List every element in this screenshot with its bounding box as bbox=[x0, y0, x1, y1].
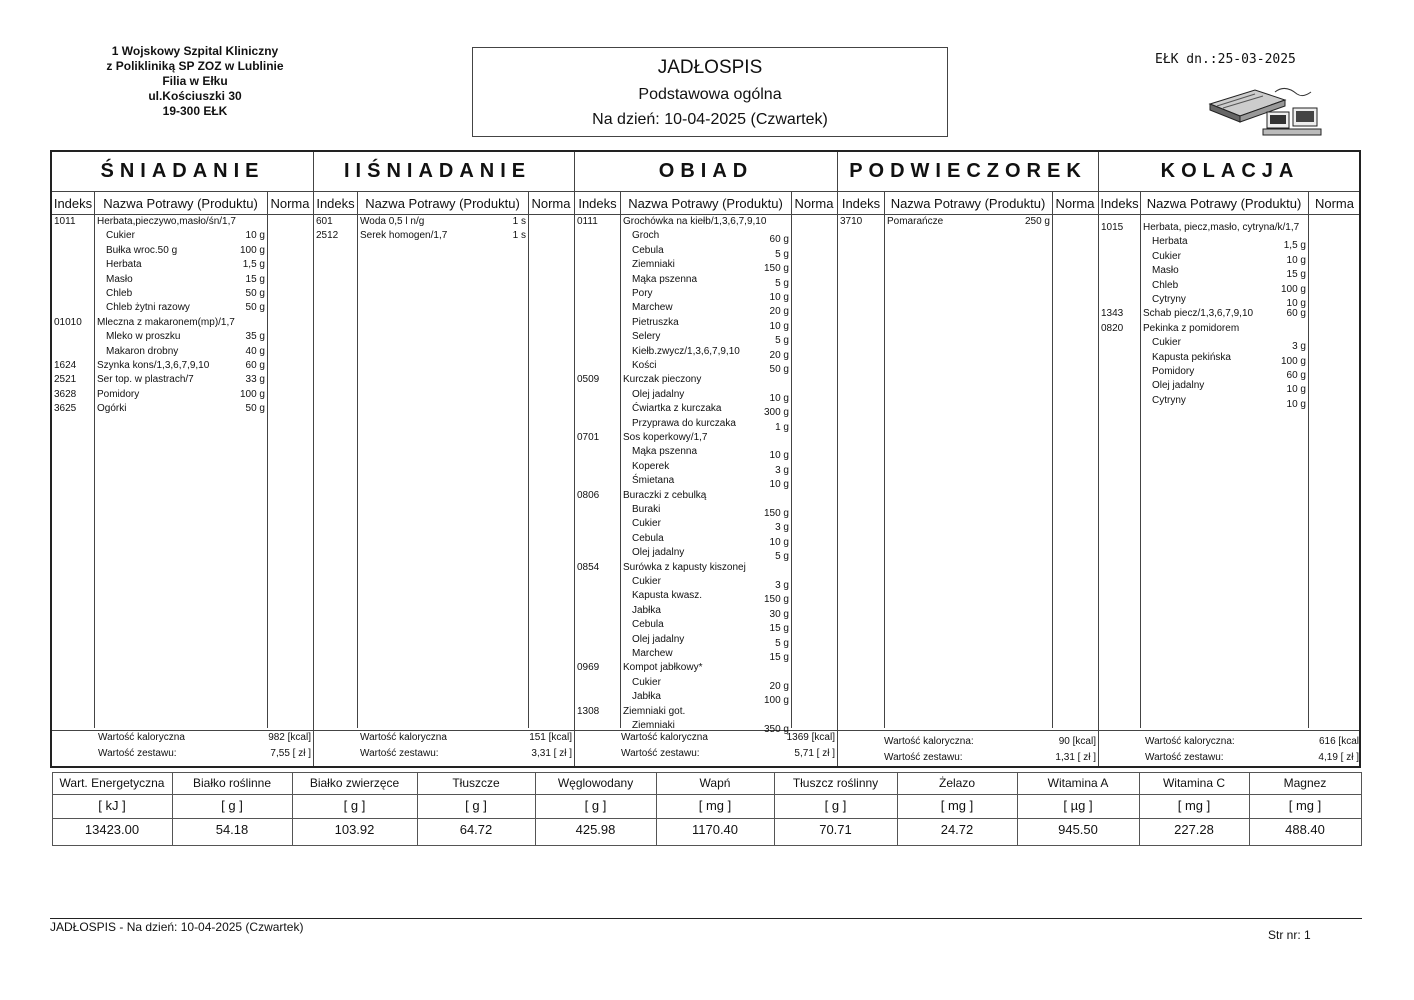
nutrient-name: Żelazo bbox=[938, 776, 976, 790]
dish-index: 0509 bbox=[577, 374, 600, 386]
dish-name: Surówka z kapusty kiszonej bbox=[623, 561, 746, 573]
cost-value: 4,19 [ zł ] bbox=[1318, 752, 1359, 763]
norm-value: 50 g bbox=[769, 364, 789, 375]
ingredient-name: Pomidory bbox=[1152, 366, 1195, 377]
norm-value: 5 g bbox=[775, 335, 789, 347]
norm-value: 10 g bbox=[769, 392, 789, 404]
kcal-label: Wartość kaloryczna bbox=[98, 732, 185, 743]
ingredient-name: Cytryny bbox=[1152, 294, 1186, 305]
nutrient-unit: [ g ] bbox=[343, 798, 366, 813]
norm-value: 10 g bbox=[769, 450, 789, 462]
norm-value: 15 g bbox=[769, 652, 789, 663]
ingredient-name: Cukier bbox=[632, 676, 661, 688]
col-header-index: Indeks bbox=[1100, 195, 1139, 211]
ingredient-name: Olej jadalny bbox=[632, 388, 685, 400]
norm-value: 100 g bbox=[1280, 283, 1306, 295]
ingredient-name: Herbata bbox=[1152, 236, 1188, 248]
norm-value: 250 g bbox=[1024, 216, 1050, 227]
norm-value: 15 g bbox=[1286, 269, 1306, 281]
footer-text: JADŁOSPIS - Na dzień: 10-04-2025 (Czwartek) bbox=[50, 920, 304, 934]
norm-value: 20 g bbox=[769, 349, 789, 361]
cost-value: 1,31 [ zł ] bbox=[1055, 752, 1096, 763]
hospital-line: Filia w Ełku bbox=[162, 74, 228, 88]
nutrient-unit: [ kJ ] bbox=[98, 798, 126, 813]
meal-title-podwieczorek: PODWIECZOREK bbox=[849, 159, 1087, 182]
norm-value: 10 g bbox=[1286, 254, 1306, 266]
norm-value: 1 s bbox=[512, 230, 526, 242]
page-title: JADŁOSPIS bbox=[657, 57, 763, 78]
ingredient-name: Herbata bbox=[106, 259, 142, 271]
dish-name: Ziemniaki got. bbox=[623, 705, 686, 717]
nutrient-column bbox=[897, 772, 1017, 846]
hospital-line: ul.Kościuszki 30 bbox=[148, 89, 242, 103]
nutrient-column bbox=[52, 772, 172, 846]
ingredient-name: Cukier bbox=[106, 230, 135, 242]
dish-index: 0701 bbox=[577, 432, 600, 443]
dish-index: 2512 bbox=[316, 230, 339, 242]
dish-index: 0806 bbox=[577, 489, 600, 501]
dish-index: 3625 bbox=[54, 403, 77, 415]
nutrient-column bbox=[417, 772, 535, 846]
ingredient-name: Cukier bbox=[632, 518, 661, 530]
norm-value: 10 g bbox=[769, 536, 789, 548]
meal-title-obiad: OBIAD bbox=[658, 159, 754, 182]
dish-index: 3710 bbox=[840, 216, 863, 227]
col-header-norm: Norma bbox=[794, 195, 834, 211]
ingredient-name: Cebula bbox=[632, 244, 664, 256]
nutrient-name: Wapń bbox=[699, 776, 731, 790]
cost-label: Wartość zestawu: bbox=[621, 748, 700, 759]
dish-index: 1343 bbox=[1101, 308, 1124, 320]
meal-title-kolacja: KOLACJA bbox=[1160, 159, 1300, 182]
place-date: EŁK dn.:25-03-2025 bbox=[1155, 52, 1296, 67]
cost-value: 5,71 [ zł ] bbox=[794, 748, 835, 759]
dish-name: Pekinka z pomidorem bbox=[1143, 322, 1240, 334]
dish-index: 0111 bbox=[577, 216, 598, 227]
dish-name: Pomidory bbox=[97, 388, 140, 400]
norm-value: 150 g bbox=[763, 594, 789, 606]
ingredient-name: Mąka pszenna bbox=[632, 446, 698, 458]
norm-value: 50 g bbox=[245, 302, 265, 314]
norm-value: 50 g bbox=[245, 403, 265, 415]
nutrient-value: 54.18 bbox=[215, 822, 249, 837]
nutrient-value: 24.72 bbox=[940, 822, 974, 837]
col-header-index: Indeks bbox=[841, 195, 881, 211]
dish-name: Sos koperkowy/1,7 bbox=[623, 432, 708, 443]
norm-value: 15 g bbox=[245, 273, 265, 285]
ingredient-name: Jabłka bbox=[632, 604, 661, 616]
hospital-line: z Polikliniką SP ZOZ w Lublinie bbox=[106, 59, 284, 73]
meal-table bbox=[50, 150, 1361, 768]
dish-name: Szynka kons/1,3,6,7,9,10 bbox=[97, 360, 210, 371]
norm-value: 100 g bbox=[239, 244, 265, 256]
page-number: Str nr: 1 bbox=[1268, 928, 1311, 942]
cost-value: 7,55 [ zł ] bbox=[270, 748, 311, 759]
ingredient-name: Cukier bbox=[1152, 250, 1181, 262]
norm-value: 350 g bbox=[763, 724, 789, 735]
kcal-value: 90 [kcal] bbox=[1058, 736, 1096, 747]
ingredient-name: Bułka wroc.50 g bbox=[106, 244, 178, 256]
norm-value: 5 g bbox=[775, 637, 789, 649]
ingredient-name: Cytryny bbox=[1152, 394, 1186, 406]
dish-name: Schab piecz/1,3,6,7,9,10 bbox=[1143, 308, 1254, 320]
norm-value: 50 g bbox=[245, 288, 265, 299]
nutrient-column bbox=[172, 772, 292, 846]
nutrient-value: 488.40 bbox=[1285, 822, 1325, 837]
cost-label: Wartość zestawu: bbox=[98, 748, 177, 759]
dish-name: Serek homogen/1,7 bbox=[360, 230, 448, 242]
nutrient-column bbox=[1139, 772, 1249, 846]
nutrient-column bbox=[1017, 772, 1139, 846]
nutrient-unit: [ mg ] bbox=[940, 798, 974, 813]
norm-value: 3 g bbox=[1292, 341, 1306, 353]
norm-value: 20 g bbox=[769, 306, 789, 318]
kcal-label: Wartość kaloryczna: bbox=[884, 736, 974, 747]
dish-index: 01010 bbox=[54, 316, 82, 328]
norm-value: 60 g bbox=[1286, 308, 1306, 320]
nutrient-unit: [ mg ] bbox=[1288, 798, 1322, 813]
norm-value: 100 g bbox=[1280, 355, 1306, 367]
hospital-address bbox=[60, 44, 330, 119]
nutrient-value: 227.28 bbox=[1174, 822, 1214, 837]
menu-date: Na dzień: 10-04-2025 (Czwartek) bbox=[592, 111, 828, 128]
ingredient-name: Makaron drobny bbox=[106, 345, 179, 357]
norm-value: 150 g bbox=[763, 508, 789, 519]
nutrient-name: Wart. Energetyczna bbox=[59, 776, 165, 790]
dish-index: 1015 bbox=[1101, 222, 1124, 233]
ingredient-name: Masło bbox=[106, 273, 133, 285]
ingredient-name: Koperek bbox=[632, 460, 670, 472]
dish-name: Grochówka na kiełb/1,3,6,7,9,10 bbox=[623, 216, 767, 227]
col-header-norm: Norma bbox=[1055, 195, 1095, 211]
col-header-name: Nazwa Potrawy (Produktu) bbox=[365, 195, 520, 211]
nutrition-table bbox=[52, 772, 1361, 846]
dish-name: Herbata, piecz,masło, cytryna/k/1,7 bbox=[1143, 222, 1300, 233]
norm-value: 10 g bbox=[1286, 384, 1306, 396]
kcal-label: Wartość kaloryczna bbox=[621, 732, 708, 743]
norm-value: 30 g bbox=[769, 608, 789, 620]
nutrient-value: 1170.40 bbox=[691, 822, 739, 837]
nutrient-name: Białko roślinne bbox=[192, 776, 272, 790]
norm-value: 33 g bbox=[245, 374, 265, 386]
norm-value: 10 g bbox=[769, 292, 789, 303]
dish-name: Pomarańcze bbox=[887, 216, 944, 227]
ingredient-name: Buraki bbox=[632, 504, 661, 515]
norm-value: 1 s bbox=[512, 216, 526, 227]
kcal-label: Wartość kaloryczna bbox=[360, 732, 447, 743]
ingredient-name: Ziemniaki bbox=[632, 720, 675, 731]
dish-name: Kurczak pieczony bbox=[623, 374, 702, 386]
nutrient-column bbox=[656, 772, 774, 846]
norm-value: 10 g bbox=[1286, 298, 1306, 309]
norm-value: 5 g bbox=[775, 277, 789, 289]
nutrient-unit: [ mg ] bbox=[698, 798, 732, 813]
nutrient-value: 103.92 bbox=[334, 822, 375, 837]
ingredient-name: Selery bbox=[632, 331, 661, 343]
nutrient-name: Białko zwierzęce bbox=[309, 776, 400, 790]
norm-value: 60 g bbox=[1286, 370, 1306, 381]
ingredient-name: Marchew bbox=[632, 648, 673, 659]
norm-value: 1,5 g bbox=[1283, 240, 1306, 252]
norm-value: 3 g bbox=[775, 522, 789, 534]
ingredient-name: Chleb bbox=[106, 288, 133, 299]
norm-value: 150 g bbox=[763, 263, 789, 275]
hospital-line: 19-300 EŁK bbox=[162, 104, 228, 118]
col-header-name: Nazwa Potrawy (Produktu) bbox=[890, 195, 1046, 211]
col-header-index: Indeks bbox=[53, 195, 93, 211]
nutrient-column bbox=[774, 772, 897, 846]
col-header-norm: Norma bbox=[270, 195, 310, 211]
dish-name: Kompot jabłkowy* bbox=[623, 662, 703, 674]
norm-value: 3 g bbox=[775, 580, 789, 591]
kcal-value: 616 [kcal bbox=[1318, 736, 1359, 747]
nutrient-name: Magnez bbox=[1283, 776, 1327, 790]
ingredient-name: Cukier bbox=[632, 576, 661, 587]
dish-name: Mleczna z makaronem(mp)/1,7 bbox=[97, 316, 235, 328]
dish-index: 1011 bbox=[54, 216, 76, 227]
ingredient-name: Masło bbox=[1152, 265, 1179, 277]
ingredient-name: Marchew bbox=[632, 302, 673, 314]
dish-index: 601 bbox=[316, 216, 333, 227]
col-header-norm: Norma bbox=[1314, 195, 1354, 211]
norm-value: 10 g bbox=[769, 320, 789, 332]
ingredient-name: Śmietana bbox=[632, 475, 675, 487]
col-header-name: Nazwa Potrawy (Produktu) bbox=[628, 195, 783, 211]
dish-index: 0969 bbox=[577, 662, 600, 674]
ingredient-name: Groch bbox=[632, 230, 660, 242]
nutrient-unit: [ µg ] bbox=[1063, 798, 1093, 813]
norm-value: 15 g bbox=[769, 623, 789, 635]
kcal-label: Wartość kaloryczna: bbox=[1145, 736, 1235, 747]
meal-title-ii-sniadanie: IIŚNIADANIE bbox=[344, 159, 532, 182]
col-header-name: Nazwa Potrawy (Produktu) bbox=[1146, 195, 1302, 211]
ingredient-name: Mąka pszenna bbox=[632, 273, 698, 285]
norm-value: 5 g bbox=[775, 248, 789, 260]
ingredient-name: Przyprawa do kurczaka bbox=[632, 417, 736, 429]
norm-value: 35 g bbox=[245, 331, 265, 343]
ingredient-name: Pietruszka bbox=[632, 316, 679, 328]
col-header-name: Nazwa Potrawy (Produktu) bbox=[103, 195, 258, 211]
nutrient-name: Witamina C bbox=[1162, 776, 1225, 790]
ingredient-name: Ziemniaki bbox=[632, 259, 675, 271]
norm-value: 1,5 g bbox=[242, 259, 265, 271]
cost-label: Wartość zestawu: bbox=[360, 748, 439, 759]
cost-value: 3,31 [ zł ] bbox=[531, 748, 572, 759]
dish-name: Ser top. w plastrach/7 bbox=[97, 374, 194, 386]
norm-value: 40 g bbox=[245, 345, 265, 357]
footer-divider bbox=[50, 918, 1362, 919]
kcal-value: 982 [kcal] bbox=[268, 732, 311, 743]
nutrient-name: Tłuszcz roślinny bbox=[792, 776, 879, 790]
diet-name: Podstawowa ogólna bbox=[638, 86, 782, 103]
ingredient-name: Ćwiartka z kurczaka bbox=[632, 403, 722, 415]
ingredient-name: Cukier bbox=[1152, 337, 1181, 349]
ingredient-name: Jabłka bbox=[632, 691, 661, 703]
dish-name: Ogórki bbox=[97, 403, 127, 415]
nutrient-value: 945.50 bbox=[1058, 822, 1098, 837]
norm-value: 5 g bbox=[775, 551, 789, 563]
ingredient-name: Cebula bbox=[632, 532, 664, 544]
hospital-line: 1 Wojskowy Szpital Kliniczny bbox=[111, 44, 279, 58]
dish-name: Woda 0,5 l n/g bbox=[360, 216, 425, 227]
ingredient-name: Mleko w proszku bbox=[106, 331, 181, 343]
norm-value: 3 g bbox=[775, 464, 789, 476]
nutrient-unit: [ g ] bbox=[824, 798, 847, 813]
dish-index: 2521 bbox=[54, 374, 77, 386]
norm-value: 100 g bbox=[763, 695, 789, 707]
nutrient-name: Tłuszcze bbox=[452, 776, 500, 790]
books-computer-icon bbox=[1205, 82, 1325, 140]
dish-index: 0854 bbox=[577, 561, 600, 573]
kcal-value: 1369 [kcal] bbox=[786, 732, 835, 743]
nutrient-value: 13423.00 bbox=[84, 822, 140, 837]
dish-index: 1308 bbox=[577, 705, 600, 717]
ingredient-name: Olej jadalny bbox=[632, 633, 685, 645]
norm-value: 100 g bbox=[239, 388, 265, 400]
dish-index: 3628 bbox=[54, 388, 77, 400]
ingredient-name: Olej jadalny bbox=[632, 547, 685, 559]
col-header-index: Indeks bbox=[578, 195, 617, 211]
norm-value: 20 g bbox=[769, 680, 789, 692]
kcal-value: 151 [kcal] bbox=[529, 732, 572, 743]
col-header-norm: Norma bbox=[531, 195, 571, 211]
nutrient-unit: [ mg ] bbox=[1177, 798, 1211, 813]
dish-index: 1624 bbox=[54, 360, 77, 371]
ingredient-name: Chleb żytni razowy bbox=[106, 302, 190, 314]
nutrient-value: 70.71 bbox=[819, 822, 852, 837]
ingredient-name: Chleb bbox=[1152, 279, 1179, 291]
ingredient-name: Kapusta kwasz. bbox=[632, 590, 703, 602]
nutrient-name: Witamina A bbox=[1047, 776, 1109, 790]
col-header-index: Indeks bbox=[316, 195, 355, 211]
cost-label: Wartość zestawu: bbox=[1145, 752, 1224, 763]
norm-value: 60 g bbox=[769, 234, 789, 246]
norm-value: 60 g bbox=[245, 360, 265, 371]
meal-title-sniadanie: ŚNIADANIE bbox=[100, 159, 265, 182]
nutrient-unit: [ g ] bbox=[584, 798, 607, 813]
norm-value: 1 g bbox=[775, 421, 789, 433]
title-box bbox=[472, 47, 948, 137]
nutrient-unit: [ g ] bbox=[465, 798, 487, 813]
cost-label: Wartość zestawu: bbox=[884, 752, 963, 763]
nutrient-value: 425.98 bbox=[575, 822, 616, 837]
dish-name: Herbata,pieczywo,masło/śn/1,7 bbox=[97, 216, 236, 227]
nutrient-value: 64.72 bbox=[459, 822, 493, 837]
nutrient-column bbox=[292, 772, 417, 846]
nutrient-column bbox=[1249, 772, 1361, 846]
norm-value: 10 g bbox=[245, 230, 265, 242]
nutrient-unit: [ g ] bbox=[221, 798, 243, 813]
norm-value: 300 g bbox=[763, 407, 789, 419]
ingredient-name: Kapusta pekińska bbox=[1152, 351, 1231, 363]
norm-value: 10 g bbox=[769, 479, 789, 491]
nutrient-column bbox=[535, 772, 656, 846]
ingredient-name: Olej jadalny bbox=[1152, 380, 1205, 392]
ingredient-name: Kiełb.zwycz/1,3,6,7,9,10 bbox=[632, 345, 740, 357]
ingredient-name: Kości bbox=[632, 360, 657, 371]
nutrient-name: Węglowodany bbox=[557, 776, 634, 790]
dish-name: Buraczki z cebulką bbox=[623, 489, 707, 501]
norm-value: 10 g bbox=[1286, 398, 1306, 410]
ingredient-name: Pory bbox=[632, 288, 653, 299]
dish-index: 0820 bbox=[1101, 322, 1124, 334]
ingredient-name: Cebula bbox=[632, 619, 664, 631]
